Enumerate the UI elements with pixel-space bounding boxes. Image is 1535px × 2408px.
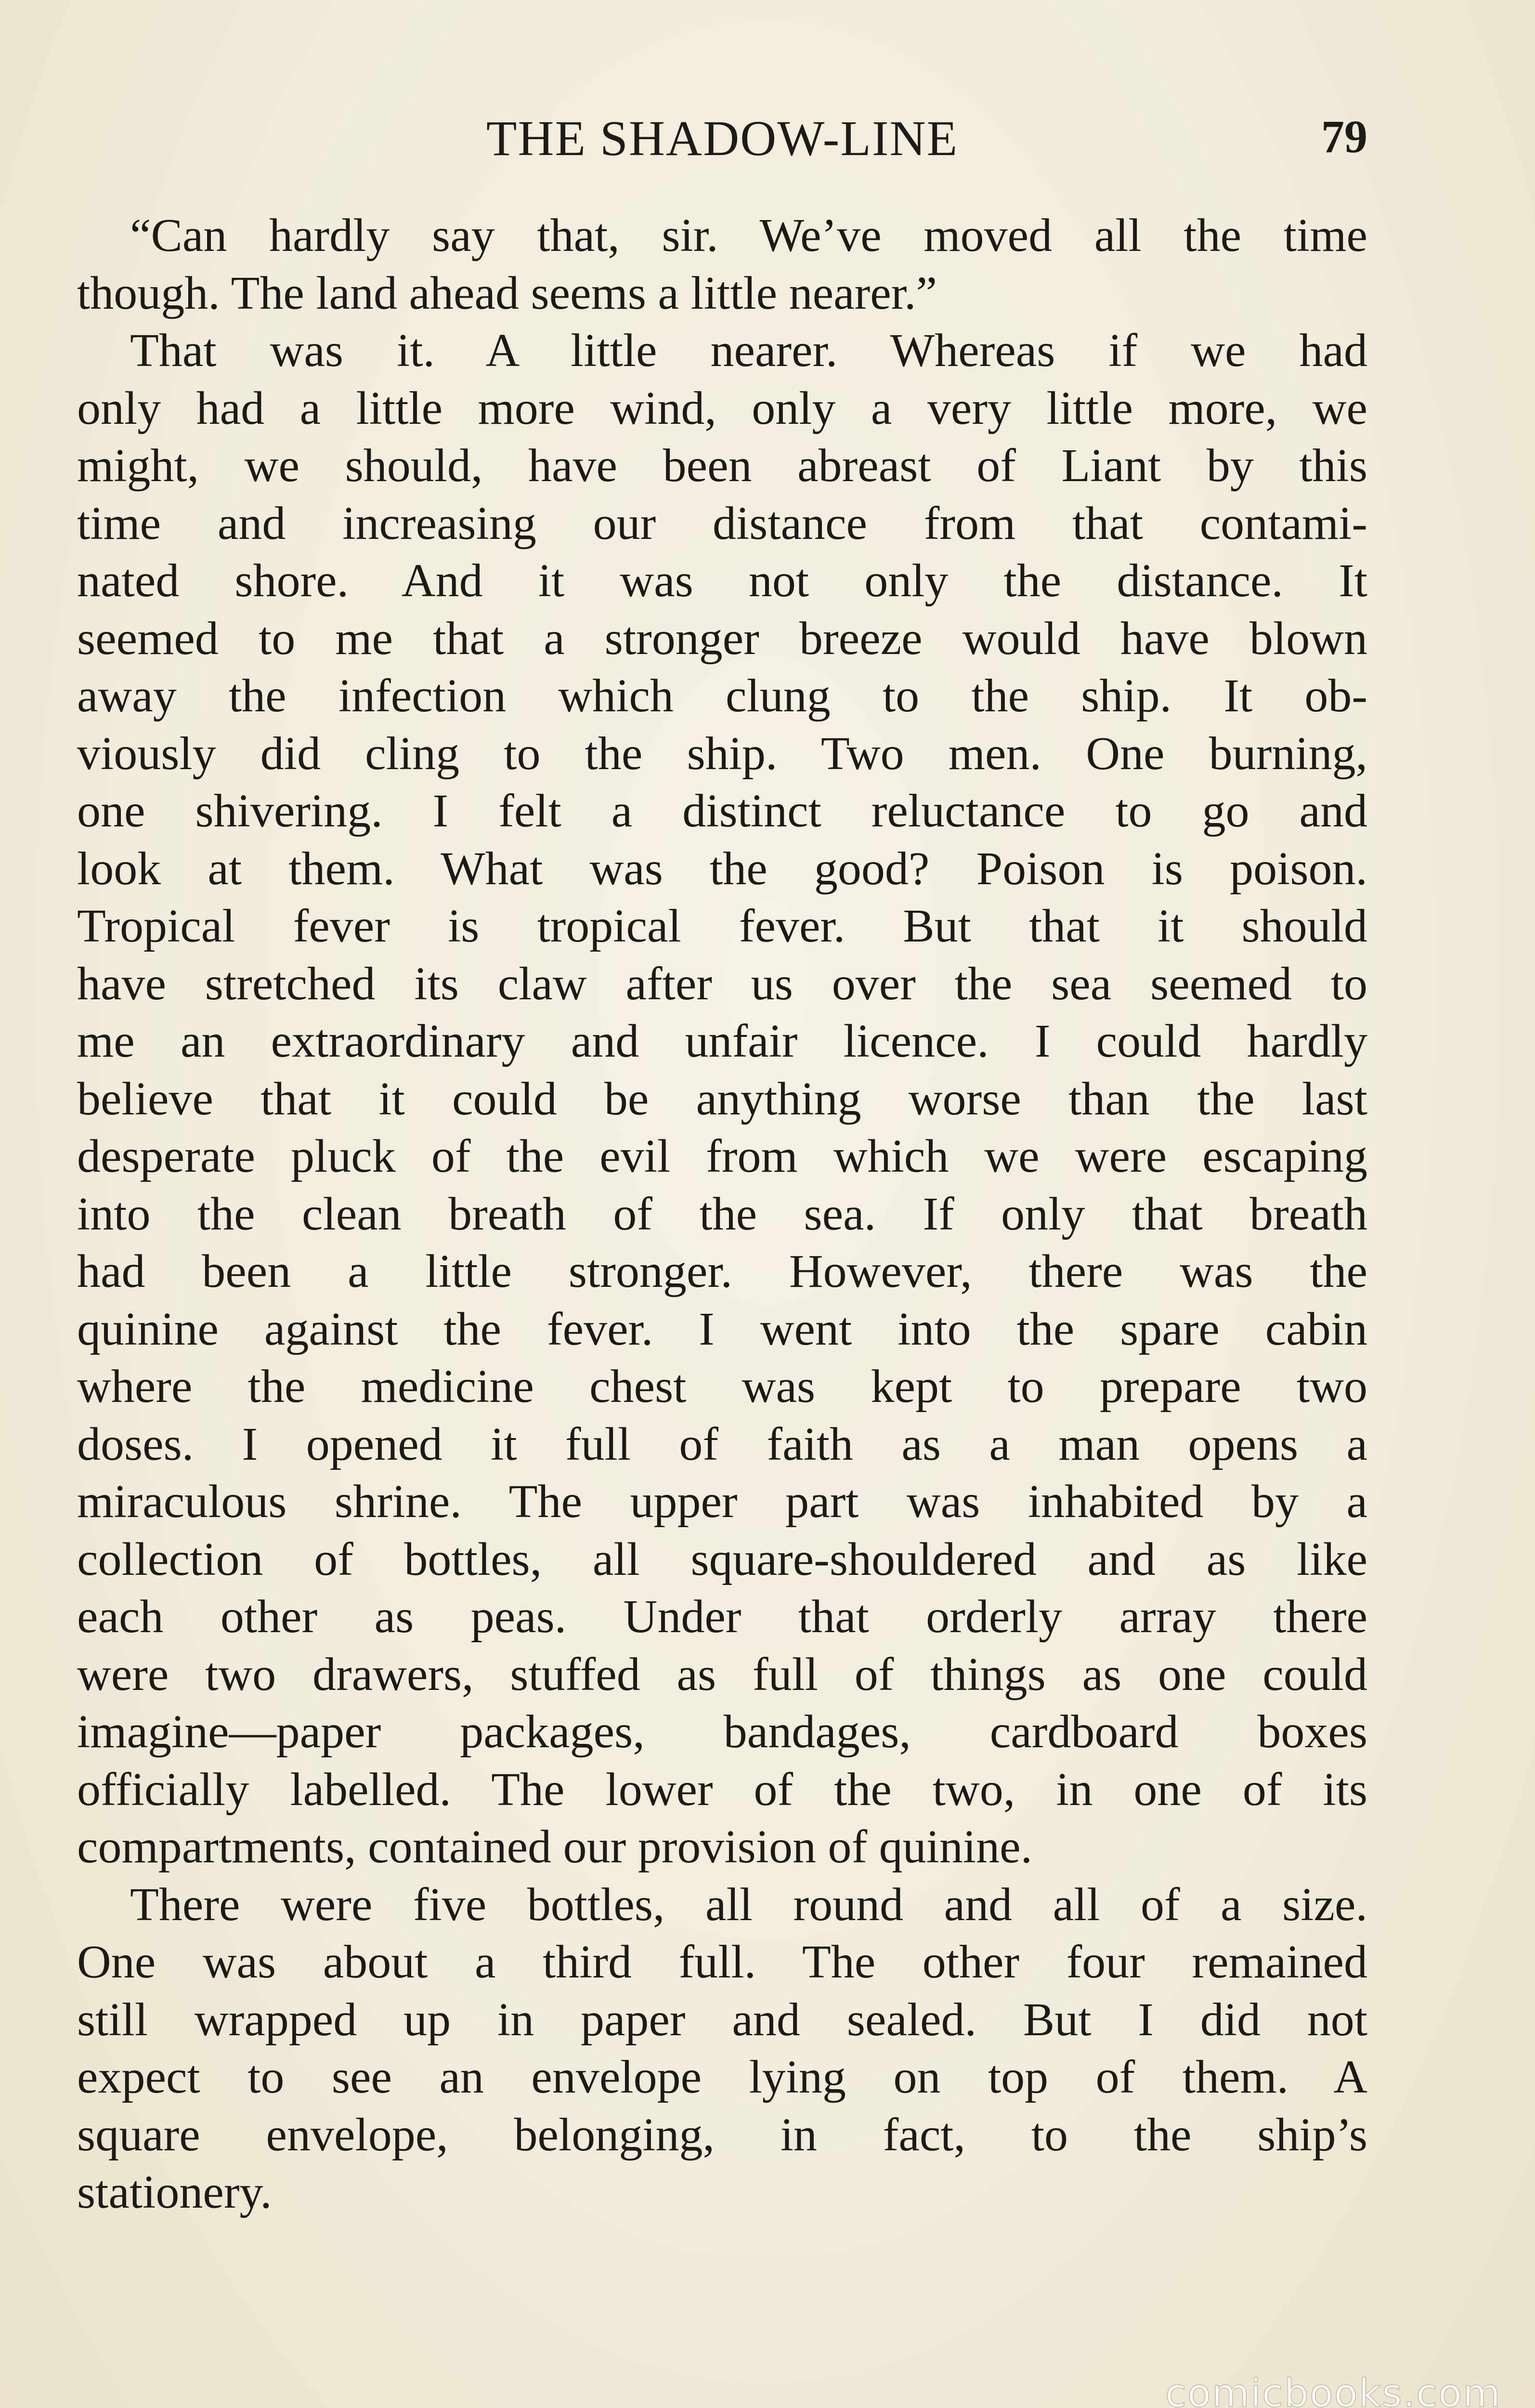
text-line: still wrapped up in paper and sealed. But I did not: [77, 1993, 1367, 2046]
text-line: only had a little more wind, only a very little more, we: [77, 382, 1367, 434]
text-line: expect to see an envelope lying on top of them. A: [77, 2051, 1367, 2103]
paragraph-3: [77, 1876, 1367, 2222]
page-number: 79: [1321, 111, 1367, 162]
text-line: though. The land ahead seems a little nearer.”: [77, 267, 937, 319]
text-line: time and increasing our distance from that contami-: [77, 497, 1367, 550]
text-line: where the medicine chest was kept to prepare two: [77, 1361, 1367, 1413]
text-line: one shivering. I felt a distinct reluctance to go and: [77, 785, 1367, 837]
text-line: One was about a third full. The other four remained: [77, 1936, 1367, 1988]
paragraph-2: [77, 322, 1367, 1876]
text-line: “Can hardly say that, sir. We’ve moved all the time: [130, 209, 1367, 262]
text-line: doses. I opened it full of faith as a man opens a: [77, 1418, 1367, 1470]
text-line: were two drawers, stuffed as full of things as one could: [77, 1648, 1367, 1701]
text-line: believe that it could be anything worse than the last: [77, 1073, 1367, 1125]
watermark: comicbooks.com: [1165, 2371, 1501, 2408]
text-line: imagine—paper packages, bandages, cardboard boxes: [77, 1706, 1367, 1758]
text-line: had been a little stronger. However, there was the: [77, 1245, 1367, 1297]
text-line: might, we should, have been abreast of Liant by this: [77, 440, 1367, 492]
body-text: [77, 207, 1367, 2222]
text-line: me an extraordinary and unfair licence. I could hardly: [77, 1015, 1367, 1067]
text-line: into the clean breath of the sea. If only that breath: [77, 1188, 1367, 1240]
text-line: miraculous shrine. The upper part was inhabited by a: [77, 1476, 1367, 1528]
text-line: Tropical fever is tropical fever. But that it should: [77, 900, 1367, 952]
text-line: desperate pluck of the evil from which we were escaping: [77, 1130, 1367, 1182]
text-line: square envelope, belonging, in fact, to the ship’s: [77, 2108, 1367, 2161]
text-line: compartments, contained our provision of quinine.: [77, 1821, 1033, 1873]
text-line: There were five bottles, all round and all of a size.: [130, 1878, 1367, 1931]
text-line: That was it. A little nearer. Whereas if we had: [130, 325, 1367, 377]
paragraph-1: [77, 207, 1367, 322]
running-head: [77, 110, 1367, 168]
running-title: THE SHADOW-LINE: [486, 111, 959, 166]
text-line: officially labelled. The lower of the two, in one of its: [77, 1763, 1367, 1816]
text-line: stationery.: [77, 2166, 272, 2218]
text-line: each other as peas. Under that orderly array there: [77, 1591, 1367, 1643]
text-line: have stretched its claw after us over the sea seemed to: [77, 957, 1367, 1010]
text-line: away the infection which clung to the ship. It ob-: [77, 670, 1367, 722]
text-line: collection of bottles, all square-shouldered and as like: [77, 1533, 1367, 1585]
text-line: quinine against the fever. I went into the spare cabin: [77, 1303, 1367, 1355]
text-line: viously did cling to the ship. Two men. One burning,: [77, 727, 1367, 780]
text-line: nated shore. And it was not only the distance. It: [77, 555, 1367, 607]
text-line: look at them. What was the good? Poison is poison.: [77, 842, 1367, 895]
text-line: seemed to me that a stronger breeze would have blown: [77, 612, 1367, 665]
